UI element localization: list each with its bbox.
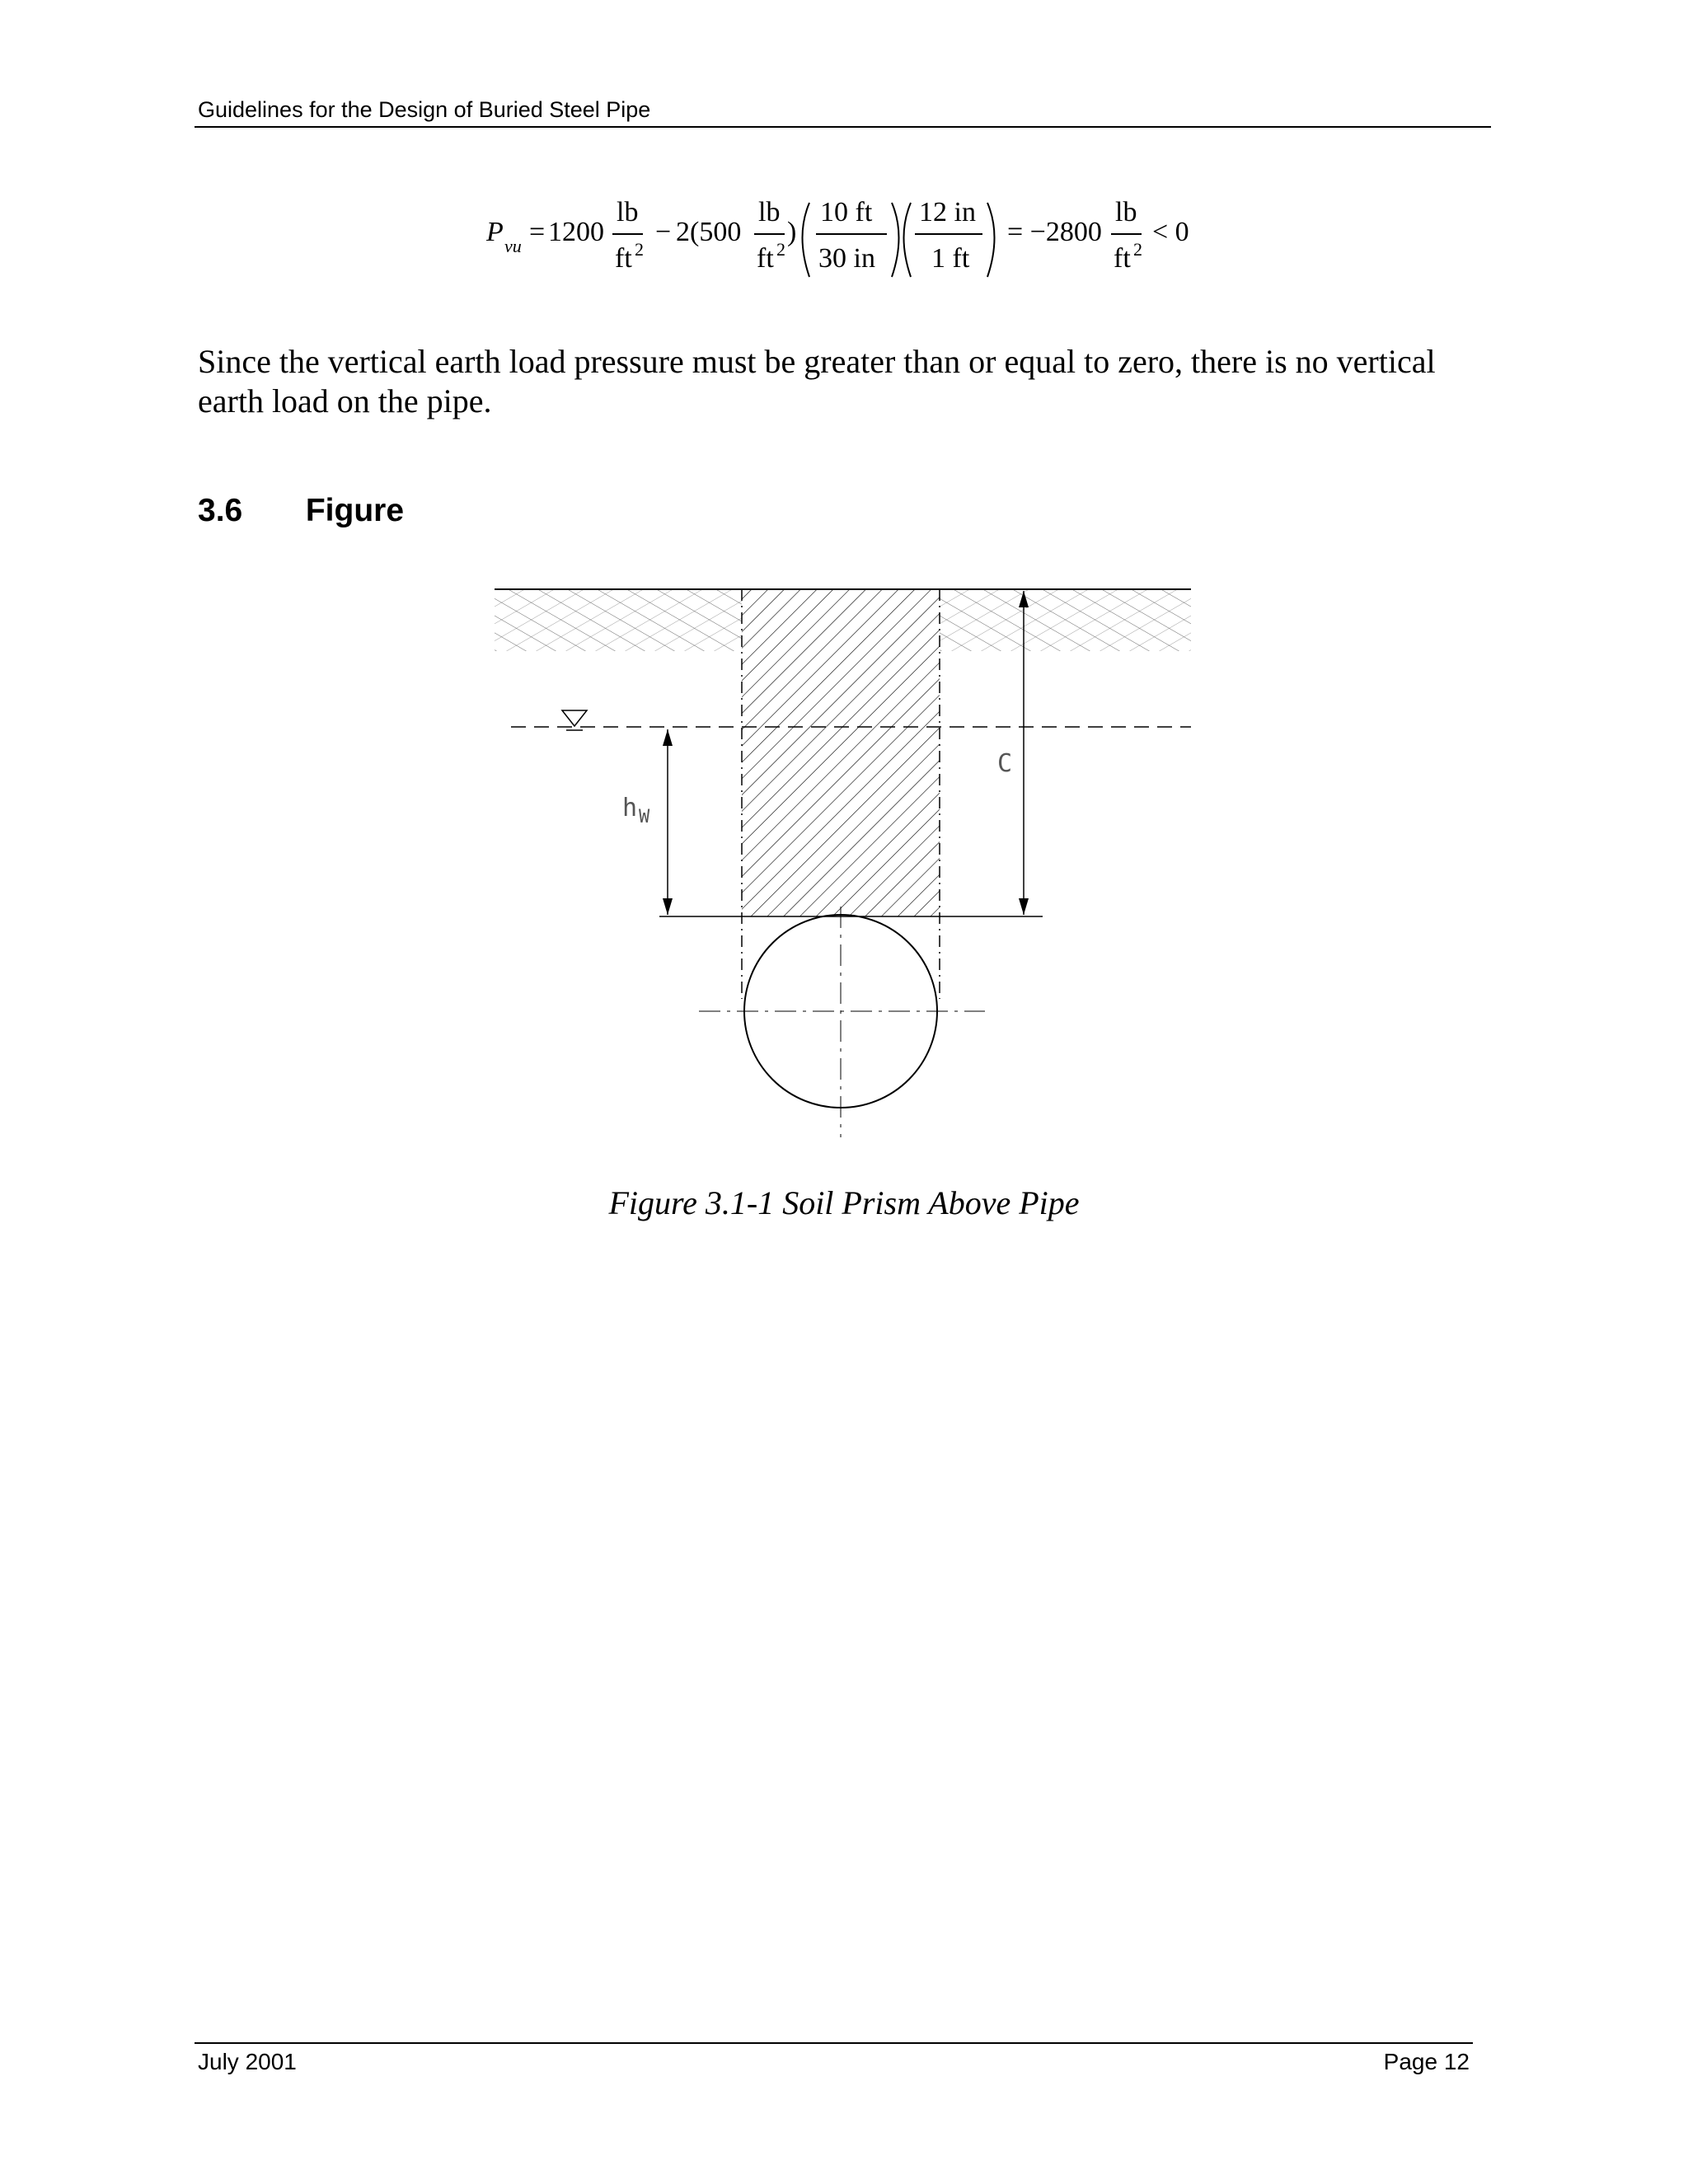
eq-minus: −: [655, 217, 672, 247]
footer-date: July 2001: [198, 2049, 297, 2074]
eq-exp3: 2: [1133, 239, 1142, 260]
c-label: C: [997, 749, 1013, 778]
eq-frac2-num: 12 in: [919, 197, 976, 227]
soil-surface-hatch-left-cross: [495, 589, 742, 651]
figure-caption: Figure 3.1-1 Soil Prism Above Pipe: [608, 1184, 1080, 1221]
eq-term1-coef: 1200: [548, 217, 604, 247]
eq-frac-unit2-num: lb: [758, 197, 781, 227]
c-arrow-bottom: [1019, 898, 1029, 915]
footer-rule: [195, 2042, 1473, 2044]
soil-surface-hatch-right-cross: [940, 589, 1191, 651]
hw-arrow-bottom: [663, 898, 673, 915]
soil-prism: [742, 589, 940, 916]
soil-prism-figure: [486, 577, 1212, 1154]
eq-big-paren: [803, 203, 810, 277]
running-header: Guidelines for the Design of Buried Steel Pipe: [198, 97, 651, 122]
eq-frac2-den: 1 ft: [931, 243, 970, 274]
eq-big-paren: [987, 203, 995, 277]
equation: [478, 194, 1220, 293]
section-heading: [198, 493, 404, 529]
eq-equals: =: [529, 217, 546, 247]
eq-big-paren: [892, 203, 899, 277]
eq-frac-unit1-den: ft: [615, 243, 632, 274]
eq-frac-unit2-den: ft: [757, 243, 774, 274]
eq-frac1-num: 10 ft: [820, 197, 873, 227]
header-rule: [195, 126, 1491, 128]
hw-arrow-top: [663, 729, 673, 746]
eq-term2-prefix: 2(500: [676, 217, 742, 247]
eq-lhs-symbol: P: [486, 217, 504, 247]
eq-lhs-subscript: vu: [504, 236, 522, 256]
eq-exp2: 2: [776, 239, 785, 260]
section-title: Figure: [305, 493, 405, 528]
eq-frac-unit1-num: lb: [617, 197, 639, 227]
hw-label-subscript: W: [639, 807, 650, 827]
eq-less-than-zero: < 0: [1152, 217, 1189, 247]
eq-close-paren: ): [787, 217, 797, 247]
eq-frac-unit3-den: ft: [1114, 243, 1131, 274]
water-table-icon: [562, 710, 587, 726]
eq-big-paren: [904, 203, 912, 277]
eq-frac-unit3-num: lb: [1115, 197, 1137, 227]
footer-page-number: Page 12: [1383, 2049, 1470, 2074]
body-paragraph: Since the vertical earth load pressure must be greater than or equal to zero, there is no vertical earth load on the pipe.: [198, 343, 1436, 419]
eq-exp1: 2: [635, 239, 644, 260]
eq-frac1-den: 30 in: [818, 243, 875, 274]
eq-result-prefix: = −2800: [1007, 217, 1102, 247]
hw-label: h: [622, 794, 638, 823]
section-number: 3.6: [198, 493, 243, 528]
